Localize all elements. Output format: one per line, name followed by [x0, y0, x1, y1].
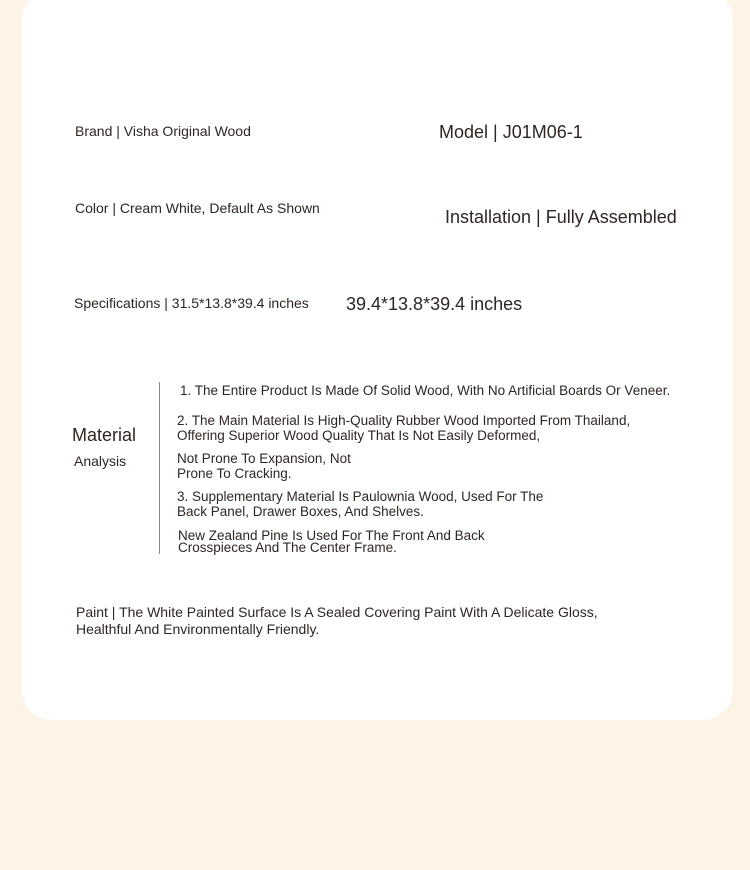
brand-label: Brand | Visha Original Wood — [75, 123, 251, 139]
material-item: Not Prone To Expansion, Not Prone To Cracking. — [177, 451, 351, 481]
specifications-label: Specifications | 31.5*13.8*39.4 inches — [74, 295, 309, 311]
material-divider — [159, 382, 160, 554]
installation-label: Installation | Fully Assembled — [445, 207, 677, 227]
material-subtitle: Analysis — [74, 453, 127, 469]
material-item: 2. The Main Material Is High-Quality Rubber Wood Imported From Thailand, Offering Superior Wood Quality That Is Not Easily Deformed, — [177, 413, 631, 443]
specifications-dimensions: 39.4*13.8*39.4 inches — [346, 294, 523, 314]
material-item: 3. Supplementary Material Is Paulownia Wood, Used For The Back Panel, Drawer Boxes, And Shelves. — [177, 489, 544, 519]
model-label: Model | J01M06-1 — [439, 122, 583, 142]
color-label: Color | Cream White, Default As Shown — [75, 200, 320, 216]
paint-description: Paint | The White Painted Surface Is A Sealed Covering Paint With A Delicate Gloss, Healthful And Environmentally Friendly. — [76, 604, 598, 637]
material-item: 1. The Entire Product Is Made Of Solid Wood, With No Artificial Boards Or Veneer. — [180, 383, 671, 398]
material-title: Material — [72, 425, 137, 445]
material-item: New Zealand Pine Is Used For The Front And Back Crosspieces And The Center Frame. — [178, 528, 485, 555]
